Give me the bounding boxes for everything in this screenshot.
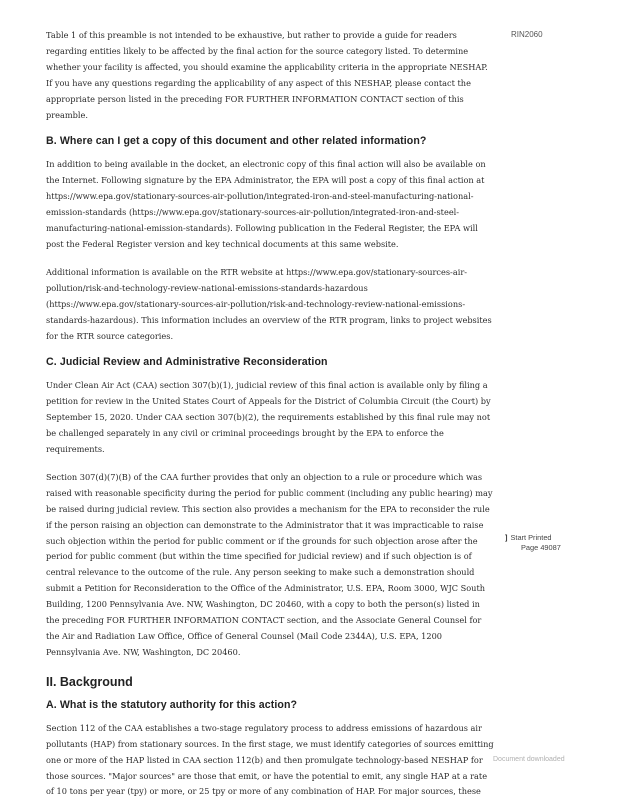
section-ii-a-paragraph-1: Section 112 of the CAA establishes a two-stage regulatory process to address emissions of hazardous air pollutants (HAP) from stationary sources. In the first stage, we must identify categories of sources emitting one or more of the HAP listed in CAA section 112(b) and then promulgate technology-based NESHAP for those sources. "Major sources" are those that emit, or have the potential to emit, any single HAP at a rate of 10 tons per year (tpy) or more, or 25 tpy or more of any combination of HAP. For major sources, these [46, 722, 494, 797]
section-ii-heading: II. Background [46, 674, 133, 689]
intro-paragraph: Table 1 of this preamble is not intended to be exhaustive, but rather to provide a guide for readers regarding entities likely to be affected by the final action for the source category listed. To determine whether your facility is affected, you should examine the applicability criteria in the appropriate NESHAP. If you have any questions regarding the applicability of any aspect of this NESHAP, please contact the appropriate person listed in the preceding FOR FURTHER INFORMATION CONTACT section of this preamble. [46, 30, 488, 120]
margin-note-line-2: Page 49087 [521, 543, 561, 552]
page-bracket-icon: ] [505, 533, 508, 542]
section-ii-a-heading: A. What is the statutory authority for this action? [46, 698, 298, 711]
margin-note-line-1: Start Printed [510, 533, 552, 542]
footer-watermark: Document downloaded [493, 756, 565, 763]
section-c-paragraph-1: Under Clean Air Act (CAA) section 307(b)(1), judicial review of this final action is available only by filing a petition for review in the United States Court of Appeals for the District of Columbia Circuit (the Court) by September 15, 2020. Under CAA section 307(b)(2), the requirements established by this final rule may not be challenged separately in any civil or criminal proceedings brought by the EPA to enforce the requirements. [46, 380, 491, 455]
printed-page-margin-note [505, 533, 595, 553]
document-body [46, 28, 494, 812]
section-c-paragraph-2: Section 307(d)(7)(B) of the CAA further provides that only an objection to a rule or procedure which was raised with reasonable specificity during the period for public comment (including any public hearing) may be raised during judicial review. This section also provides a mechanism for the EPA to reconsider the rule if the person raising an objection can demonstrate to the Administrator that it was impracticable to raise such objection within the period for public comment or if the grounds for such objection arose after the period for public comment (but within the time specified for judicial review) and if such objection is of central relevance to the outcome of the rule. Any person seeking to make such a demonstration should submit a Petition for Reconsideration to the Office of the Administrator, U.S. EPA, Room 3000, WJC South Building, 1200 Pennsylvania Ave. NW, Washington, DC 20460, with a copy to both the person(s) listed in the preceding FOR FURTHER INFORMATION CONTACT section, and the Associate General Counsel for the Air and Radiation Law Office, Office of General Counsel (Mail Code 2344A), U.S. EPA, 1200 Pennsylvania Ave. NW, Washington, DC 20460. [46, 471, 493, 657]
document-id: RIN2060 [511, 30, 543, 39]
section-b-paragraph-1: In addition to being available in the docket, an electronic copy of this final action will also be available on the Internet. Following signature by the EPA Administrator, the EPA will post a copy of this final action at https://www.epa.gov/stationary-sources-air-pollution/integrated-iron-and-steel-manufacturing-national-emission-standards (https://www.epa.gov/stationary-sources-air-pollution/integrated-iron-and-steel-manufacturing-national-emission-standards). Following publication in the Federal Register, the EPA will post the Federal Register version and key technical documents at this same website. [46, 159, 486, 249]
section-c-heading: C. Judicial Review and Administrative Reconsideration [46, 356, 328, 369]
section-b-heading: B. Where can I get a copy of this document and other related information? [46, 135, 427, 148]
section-b-paragraph-2: Additional information is available on the RTR website at https://www.epa.gov/stationary-sources-air-pollution/risk-and-technology-review-national-emissions-standards-hazardous (https://www.epa.gov/stationary-sources-air-pollution/risk-and-technology-review-national-emissions-standards-hazardous). This information includes an overview of the RTR program, links to project websites for the RTR source categories. [46, 266, 492, 341]
